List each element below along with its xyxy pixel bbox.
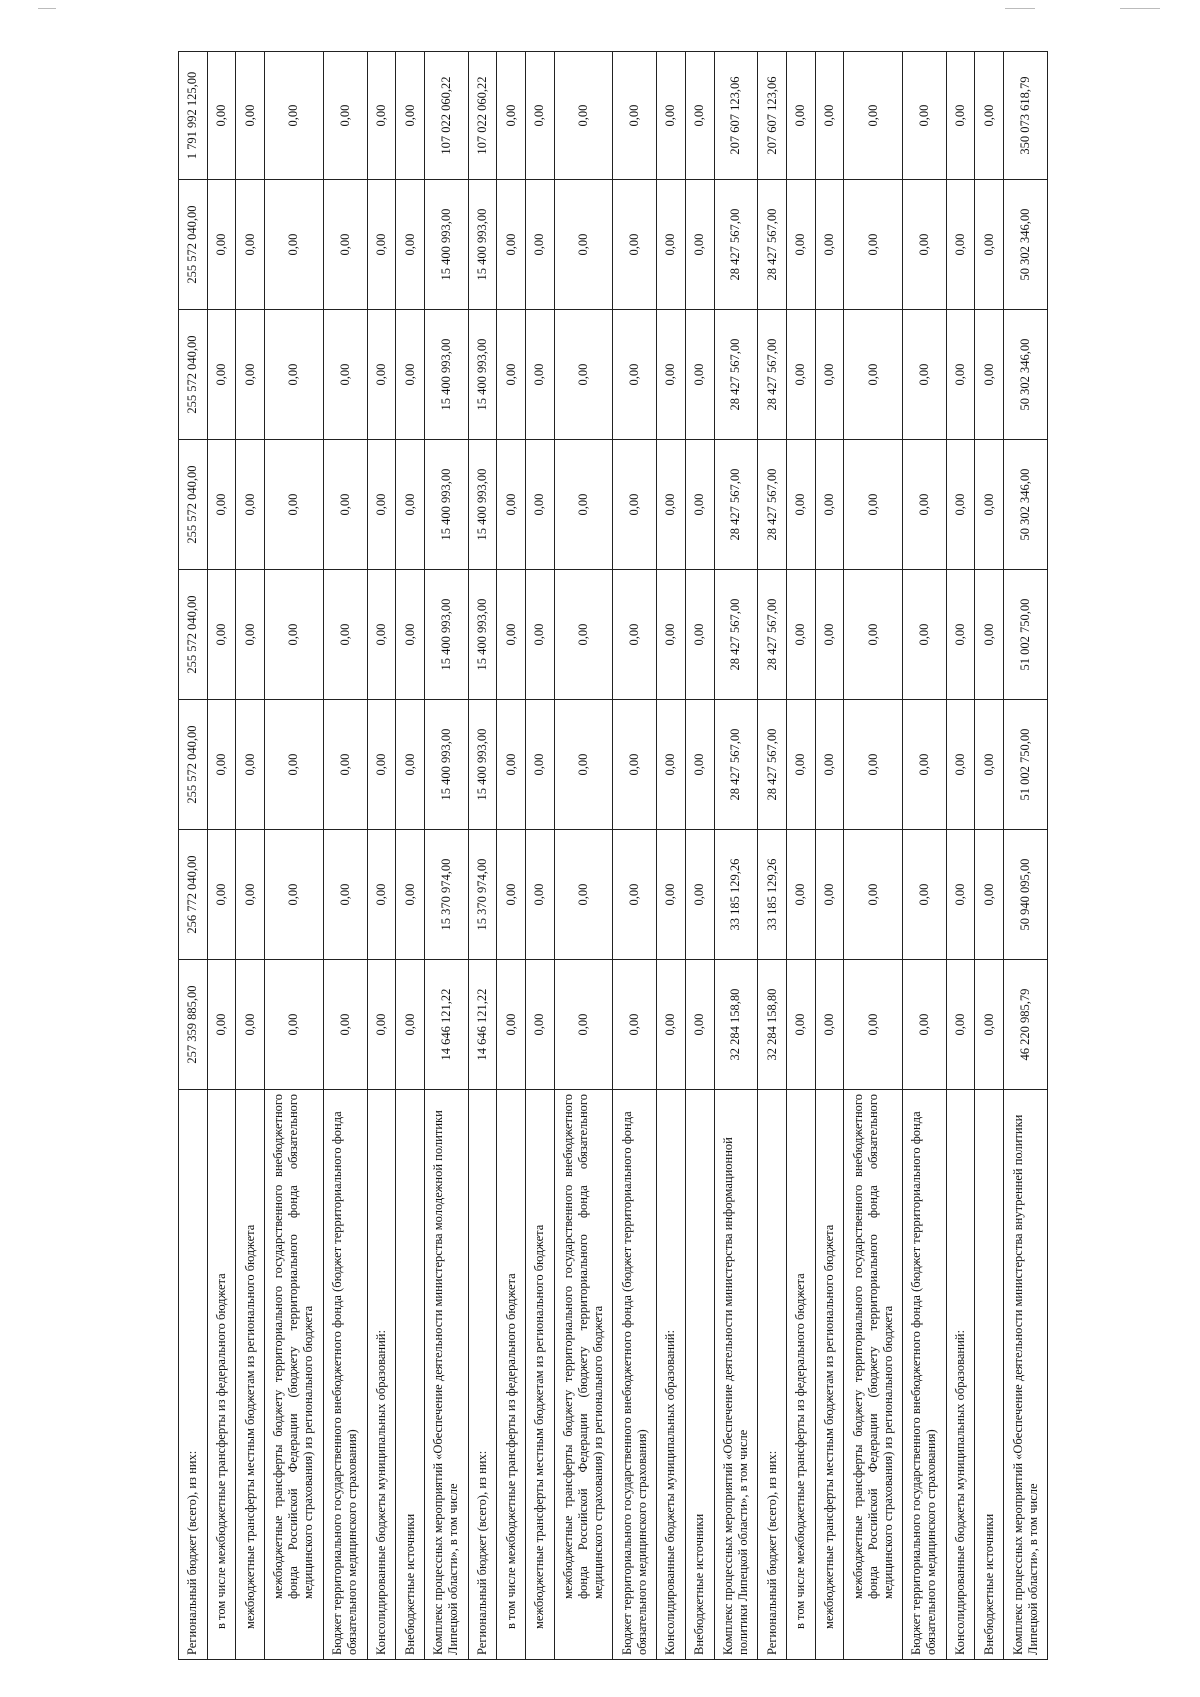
amount-cell: 15 400 993,00 bbox=[424, 180, 468, 310]
amount-cell: 0,00 bbox=[207, 570, 236, 700]
table-row bbox=[179, 52, 208, 1660]
row-label: в том числе межбюджетные трансферты из федерального бюджета bbox=[786, 1090, 815, 1660]
amount-cell: 14 646 121,22 bbox=[424, 960, 468, 1090]
table-row bbox=[758, 52, 787, 1660]
budget-table-container bbox=[178, 52, 1048, 1660]
amount-cell: 0,00 bbox=[265, 440, 324, 570]
amount-cell: 15 400 993,00 bbox=[424, 440, 468, 570]
amount-cell: 0,00 bbox=[526, 570, 555, 700]
amount-cell: 0,00 bbox=[323, 830, 367, 960]
amount-cell: 0,00 bbox=[265, 570, 324, 700]
amount-cell: 33 185 129,26 bbox=[758, 830, 787, 960]
row-label: в том числе межбюджетные трансферты из федерального бюджета bbox=[497, 1090, 526, 1660]
amount-cell: 0,00 bbox=[815, 700, 844, 830]
amount-cell: 0,00 bbox=[367, 570, 396, 700]
amount-cell: 0,00 bbox=[815, 960, 844, 1090]
amount-cell: 0,00 bbox=[613, 310, 657, 440]
amount-cell: 0,00 bbox=[396, 440, 425, 570]
row-label: межбюджетные трансферты бюджету территориального государственного внебюджетного фонда Российской Федерации (бюджету территориального фонда обязательного медицинского страхования) из регионального бюджета bbox=[844, 1090, 903, 1660]
row-label: в том числе межбюджетные трансферты из федерального бюджета bbox=[207, 1090, 236, 1660]
amount-cell: 0,00 bbox=[903, 700, 947, 830]
amount-cell: 0,00 bbox=[323, 700, 367, 830]
amount-cell: 0,00 bbox=[497, 180, 526, 310]
amount-cell: 0,00 bbox=[554, 440, 613, 570]
amount-cell: 0,00 bbox=[844, 310, 903, 440]
amount-cell: 15 400 993,00 bbox=[424, 310, 468, 440]
row-label: межбюджетные трансферты местным бюджетам из регионального бюджета bbox=[236, 1090, 265, 1660]
rotated-page bbox=[178, 52, 1200, 1655]
table-row bbox=[613, 52, 657, 1660]
row-label: межбюджетные трансферты бюджету территориального государственного внебюджетного фонда Российской Федерации (бюджету территориального фонда обязательного медицинского страхования) из регионального бюджета bbox=[265, 1090, 324, 1660]
amount-cell: 51 002 750,00 bbox=[1004, 570, 1048, 700]
amount-cell: 0,00 bbox=[975, 960, 1004, 1090]
amount-cell: 0,00 bbox=[657, 570, 686, 700]
amount-cell: 0,00 bbox=[554, 960, 613, 1090]
amount-cell: 0,00 bbox=[207, 830, 236, 960]
amount-cell: 0,00 bbox=[396, 52, 425, 180]
amount-cell: 0,00 bbox=[903, 52, 947, 180]
table-row bbox=[975, 52, 1004, 1660]
amount-cell: 207 607 123,06 bbox=[714, 52, 758, 180]
amount-cell: 0,00 bbox=[236, 700, 265, 830]
amount-cell: 0,00 bbox=[815, 830, 844, 960]
amount-cell: 0,00 bbox=[236, 52, 265, 180]
amount-cell: 255 572 040,00 bbox=[179, 440, 208, 570]
table-row bbox=[903, 52, 947, 1660]
amount-cell: 0,00 bbox=[497, 700, 526, 830]
amount-cell: 0,00 bbox=[844, 52, 903, 180]
amount-cell: 0,00 bbox=[236, 180, 265, 310]
amount-cell: 0,00 bbox=[323, 570, 367, 700]
amount-cell: 0,00 bbox=[946, 180, 975, 310]
amount-cell: 0,00 bbox=[554, 310, 613, 440]
amount-cell: 50 302 346,00 bbox=[1004, 440, 1048, 570]
amount-cell: 0,00 bbox=[786, 830, 815, 960]
amount-cell: 15 400 993,00 bbox=[468, 180, 497, 310]
amount-cell: 0,00 bbox=[396, 180, 425, 310]
table-row bbox=[424, 52, 468, 1660]
row-label: Комплекс процессных мероприятий «Обеспечение деятельности министерства молодежной политики Липецкой области», в том числе bbox=[424, 1090, 468, 1660]
amount-cell: 255 572 040,00 bbox=[179, 180, 208, 310]
amount-cell: 28 427 567,00 bbox=[758, 440, 787, 570]
row-label: Региональный бюджет (всего), из них: bbox=[468, 1090, 497, 1660]
amount-cell: 0,00 bbox=[786, 700, 815, 830]
amount-cell: 28 427 567,00 bbox=[714, 570, 758, 700]
amount-cell: 0,00 bbox=[844, 830, 903, 960]
row-label: Внебюджетные источники bbox=[685, 1090, 714, 1660]
amount-cell: 0,00 bbox=[396, 570, 425, 700]
amount-cell: 28 427 567,00 bbox=[758, 180, 787, 310]
amount-cell: 51 002 750,00 bbox=[1004, 700, 1048, 830]
amount-cell: 1 791 992 125,00 bbox=[179, 52, 208, 180]
amount-cell: 28 427 567,00 bbox=[758, 310, 787, 440]
amount-cell: 350 073 618,79 bbox=[1004, 52, 1048, 180]
table-row bbox=[844, 52, 903, 1660]
amount-cell: 0,00 bbox=[396, 960, 425, 1090]
amount-cell: 0,00 bbox=[975, 570, 1004, 700]
amount-cell: 0,00 bbox=[975, 440, 1004, 570]
row-label: межбюджетные трансферты бюджету территориального государственного внебюджетного фонда Российской Федерации (бюджету территориального фонда обязательного медицинского страхования) из регионального бюджета bbox=[554, 1090, 613, 1660]
amount-cell: 0,00 bbox=[844, 180, 903, 310]
amount-cell: 0,00 bbox=[613, 180, 657, 310]
amount-cell: 0,00 bbox=[207, 440, 236, 570]
amount-cell: 0,00 bbox=[975, 52, 1004, 180]
table-row bbox=[657, 52, 686, 1660]
amount-cell: 0,00 bbox=[526, 440, 555, 570]
amount-cell: 0,00 bbox=[367, 960, 396, 1090]
amount-cell: 0,00 bbox=[975, 830, 1004, 960]
table-row bbox=[207, 52, 236, 1660]
amount-cell: 255 572 040,00 bbox=[179, 310, 208, 440]
amount-cell: 0,00 bbox=[613, 570, 657, 700]
amount-cell: 0,00 bbox=[657, 960, 686, 1090]
amount-cell: 0,00 bbox=[685, 960, 714, 1090]
amount-cell: 0,00 bbox=[526, 960, 555, 1090]
amount-cell: 28 427 567,00 bbox=[714, 440, 758, 570]
budget-table bbox=[178, 51, 1048, 1660]
amount-cell: 0,00 bbox=[367, 180, 396, 310]
table-row bbox=[815, 52, 844, 1660]
table-row bbox=[526, 52, 555, 1660]
amount-cell: 0,00 bbox=[554, 830, 613, 960]
amount-cell: 0,00 bbox=[207, 180, 236, 310]
amount-cell: 0,00 bbox=[323, 960, 367, 1090]
amount-cell: 0,00 bbox=[265, 700, 324, 830]
amount-cell: 0,00 bbox=[367, 52, 396, 180]
amount-cell: 0,00 bbox=[265, 960, 324, 1090]
scan-artifacts bbox=[0, 0, 1200, 30]
amount-cell: 0,00 bbox=[946, 440, 975, 570]
amount-cell: 0,00 bbox=[554, 570, 613, 700]
table-row bbox=[236, 52, 265, 1660]
amount-cell: 0,00 bbox=[844, 960, 903, 1090]
amount-cell: 0,00 bbox=[497, 830, 526, 960]
row-label: Комплекс процессных мероприятий «Обеспечение деятельности министерства информационной политики Липецкой области», в том числе bbox=[714, 1090, 758, 1660]
amount-cell: 0,00 bbox=[526, 700, 555, 830]
amount-cell: 255 572 040,00 bbox=[179, 700, 208, 830]
table-row bbox=[468, 52, 497, 1660]
amount-cell: 33 185 129,26 bbox=[714, 830, 758, 960]
row-label: Комплекс процессных мероприятий «Обеспечение деятельности министерства внутренней политики Липецкой области», в том числе bbox=[1004, 1090, 1048, 1660]
row-label: Бюджет территориального государственного внебюджетного фонда (бюджет территориального фонда обязательного медицинского страхования) bbox=[323, 1090, 367, 1660]
amount-cell: 0,00 bbox=[265, 310, 324, 440]
amount-cell: 28 427 567,00 bbox=[758, 570, 787, 700]
amount-cell: 0,00 bbox=[323, 440, 367, 570]
amount-cell: 0,00 bbox=[657, 830, 686, 960]
amount-cell: 0,00 bbox=[903, 570, 947, 700]
amount-cell: 0,00 bbox=[975, 180, 1004, 310]
amount-cell: 0,00 bbox=[786, 960, 815, 1090]
amount-cell: 0,00 bbox=[207, 310, 236, 440]
amount-cell: 0,00 bbox=[844, 570, 903, 700]
amount-cell: 0,00 bbox=[844, 440, 903, 570]
amount-cell: 0,00 bbox=[685, 310, 714, 440]
amount-cell: 257 359 885,00 bbox=[179, 960, 208, 1090]
table-row bbox=[685, 52, 714, 1660]
amount-cell: 0,00 bbox=[526, 52, 555, 180]
amount-cell: 0,00 bbox=[946, 310, 975, 440]
amount-cell: 0,00 bbox=[815, 310, 844, 440]
amount-cell: 50 940 095,00 bbox=[1004, 830, 1048, 960]
amount-cell: 0,00 bbox=[685, 180, 714, 310]
amount-cell: 0,00 bbox=[815, 570, 844, 700]
amount-cell: 0,00 bbox=[265, 830, 324, 960]
table-row bbox=[497, 52, 526, 1660]
amount-cell: 0,00 bbox=[236, 830, 265, 960]
amount-cell: 0,00 bbox=[236, 440, 265, 570]
amount-cell: 0,00 bbox=[497, 440, 526, 570]
amount-cell: 207 607 123,06 bbox=[758, 52, 787, 180]
amount-cell: 0,00 bbox=[323, 52, 367, 180]
table-row bbox=[786, 52, 815, 1660]
budget-table-body bbox=[179, 52, 1048, 1660]
amount-cell: 0,00 bbox=[903, 310, 947, 440]
amount-cell: 15 400 993,00 bbox=[468, 570, 497, 700]
amount-cell: 50 302 346,00 bbox=[1004, 180, 1048, 310]
row-label: межбюджетные трансферты местным бюджетам из регионального бюджета bbox=[815, 1090, 844, 1660]
amount-cell: 0,00 bbox=[367, 700, 396, 830]
amount-cell: 0,00 bbox=[844, 700, 903, 830]
amount-cell: 0,00 bbox=[657, 310, 686, 440]
amount-cell: 0,00 bbox=[526, 180, 555, 310]
row-label: межбюджетные трансферты местным бюджетам из регионального бюджета bbox=[526, 1090, 555, 1660]
amount-cell: 0,00 bbox=[975, 310, 1004, 440]
amount-cell: 107 022 060,22 bbox=[424, 52, 468, 180]
amount-cell: 15 400 993,00 bbox=[424, 700, 468, 830]
amount-cell: 0,00 bbox=[657, 700, 686, 830]
amount-cell: 107 022 060,22 bbox=[468, 52, 497, 180]
amount-cell: 0,00 bbox=[323, 180, 367, 310]
amount-cell: 0,00 bbox=[207, 52, 236, 180]
amount-cell: 50 302 346,00 bbox=[1004, 310, 1048, 440]
amount-cell: 0,00 bbox=[903, 180, 947, 310]
table-row bbox=[946, 52, 975, 1660]
amount-cell: 0,00 bbox=[554, 700, 613, 830]
amount-cell: 14 646 121,22 bbox=[468, 960, 497, 1090]
table-row bbox=[1004, 52, 1048, 1660]
amount-cell: 0,00 bbox=[554, 180, 613, 310]
amount-cell: 0,00 bbox=[265, 52, 324, 180]
amount-cell: 0,00 bbox=[815, 180, 844, 310]
amount-cell: 0,00 bbox=[685, 700, 714, 830]
amount-cell: 15 400 993,00 bbox=[468, 440, 497, 570]
amount-cell: 0,00 bbox=[975, 700, 1004, 830]
amount-cell: 0,00 bbox=[236, 960, 265, 1090]
amount-cell: 0,00 bbox=[367, 310, 396, 440]
amount-cell: 0,00 bbox=[526, 310, 555, 440]
amount-cell: 15 400 993,00 bbox=[424, 570, 468, 700]
amount-cell: 15 370 974,00 bbox=[424, 830, 468, 960]
amount-cell: 15 400 993,00 bbox=[468, 310, 497, 440]
row-label: Бюджет территориального государственного внебюджетного фонда (бюджет территориального фонда обязательного медицинского страхования) bbox=[903, 1090, 947, 1660]
amount-cell: 0,00 bbox=[367, 830, 396, 960]
amount-cell: 0,00 bbox=[367, 440, 396, 570]
table-row bbox=[554, 52, 613, 1660]
table-row bbox=[265, 52, 324, 1660]
amount-cell: 0,00 bbox=[903, 440, 947, 570]
amount-cell: 0,00 bbox=[786, 310, 815, 440]
amount-cell: 15 400 993,00 bbox=[468, 700, 497, 830]
amount-cell: 0,00 bbox=[946, 830, 975, 960]
amount-cell: 0,00 bbox=[903, 960, 947, 1090]
amount-cell: 0,00 bbox=[685, 570, 714, 700]
amount-cell: 0,00 bbox=[396, 700, 425, 830]
amount-cell: 0,00 bbox=[786, 180, 815, 310]
amount-cell: 0,00 bbox=[786, 570, 815, 700]
row-label: Региональный бюджет (всего), из них: bbox=[758, 1090, 787, 1660]
amount-cell: 0,00 bbox=[236, 570, 265, 700]
row-label: Бюджет территориального государственного внебюджетного фонда (бюджет территориального фонда обязательного медицинского страхования) bbox=[613, 1090, 657, 1660]
amount-cell: 0,00 bbox=[685, 440, 714, 570]
amount-cell: 0,00 bbox=[685, 830, 714, 960]
amount-cell: 0,00 bbox=[497, 570, 526, 700]
amount-cell: 0,00 bbox=[815, 52, 844, 180]
amount-cell: 0,00 bbox=[613, 440, 657, 570]
amount-cell: 0,00 bbox=[946, 570, 975, 700]
row-label: Внебюджетные источники bbox=[975, 1090, 1004, 1660]
table-row bbox=[323, 52, 367, 1660]
amount-cell: 0,00 bbox=[497, 52, 526, 180]
amount-cell: 32 284 158,80 bbox=[758, 960, 787, 1090]
amount-cell: 0,00 bbox=[786, 52, 815, 180]
amount-cell: 0,00 bbox=[903, 830, 947, 960]
row-label: Региональный бюджет (всего), из них: bbox=[179, 1090, 208, 1660]
amount-cell: 28 427 567,00 bbox=[714, 310, 758, 440]
row-label: Консолидированные бюджеты муниципальных образований: bbox=[657, 1090, 686, 1660]
amount-cell: 255 572 040,00 bbox=[179, 570, 208, 700]
row-label: Консолидированные бюджеты муниципальных образований: bbox=[946, 1090, 975, 1660]
amount-cell: 0,00 bbox=[207, 700, 236, 830]
amount-cell: 0,00 bbox=[815, 440, 844, 570]
amount-cell: 0,00 bbox=[497, 960, 526, 1090]
amount-cell: 0,00 bbox=[396, 310, 425, 440]
amount-cell: 0,00 bbox=[526, 830, 555, 960]
amount-cell: 0,00 bbox=[613, 830, 657, 960]
amount-cell: 0,00 bbox=[554, 52, 613, 180]
amount-cell: 0,00 bbox=[236, 310, 265, 440]
amount-cell: 28 427 567,00 bbox=[714, 180, 758, 310]
amount-cell: 0,00 bbox=[657, 52, 686, 180]
amount-cell: 0,00 bbox=[613, 960, 657, 1090]
amount-cell: 0,00 bbox=[946, 700, 975, 830]
amount-cell: 0,00 bbox=[786, 440, 815, 570]
amount-cell: 28 427 567,00 bbox=[758, 700, 787, 830]
amount-cell: 0,00 bbox=[396, 830, 425, 960]
row-label: Внебюджетные источники bbox=[396, 1090, 425, 1660]
amount-cell: 0,00 bbox=[613, 52, 657, 180]
amount-cell: 46 220 985,79 bbox=[1004, 960, 1048, 1090]
row-label: Консолидированные бюджеты муниципальных образований: bbox=[367, 1090, 396, 1660]
amount-cell: 0,00 bbox=[946, 52, 975, 180]
amount-cell: 28 427 567,00 bbox=[714, 700, 758, 830]
amount-cell: 0,00 bbox=[613, 700, 657, 830]
table-row bbox=[367, 52, 396, 1660]
amount-cell: 32 284 158,80 bbox=[714, 960, 758, 1090]
amount-cell: 15 370 974,00 bbox=[468, 830, 497, 960]
amount-cell: 0,00 bbox=[657, 180, 686, 310]
amount-cell: 0,00 bbox=[657, 440, 686, 570]
amount-cell: 0,00 bbox=[323, 310, 367, 440]
amount-cell: 0,00 bbox=[946, 960, 975, 1090]
amount-cell: 0,00 bbox=[207, 960, 236, 1090]
amount-cell: 0,00 bbox=[685, 52, 714, 180]
amount-cell: 0,00 bbox=[265, 180, 324, 310]
amount-cell: 256 772 040,00 bbox=[179, 830, 208, 960]
amount-cell: 0,00 bbox=[497, 310, 526, 440]
table-row bbox=[714, 52, 758, 1660]
table-row bbox=[396, 52, 425, 1660]
